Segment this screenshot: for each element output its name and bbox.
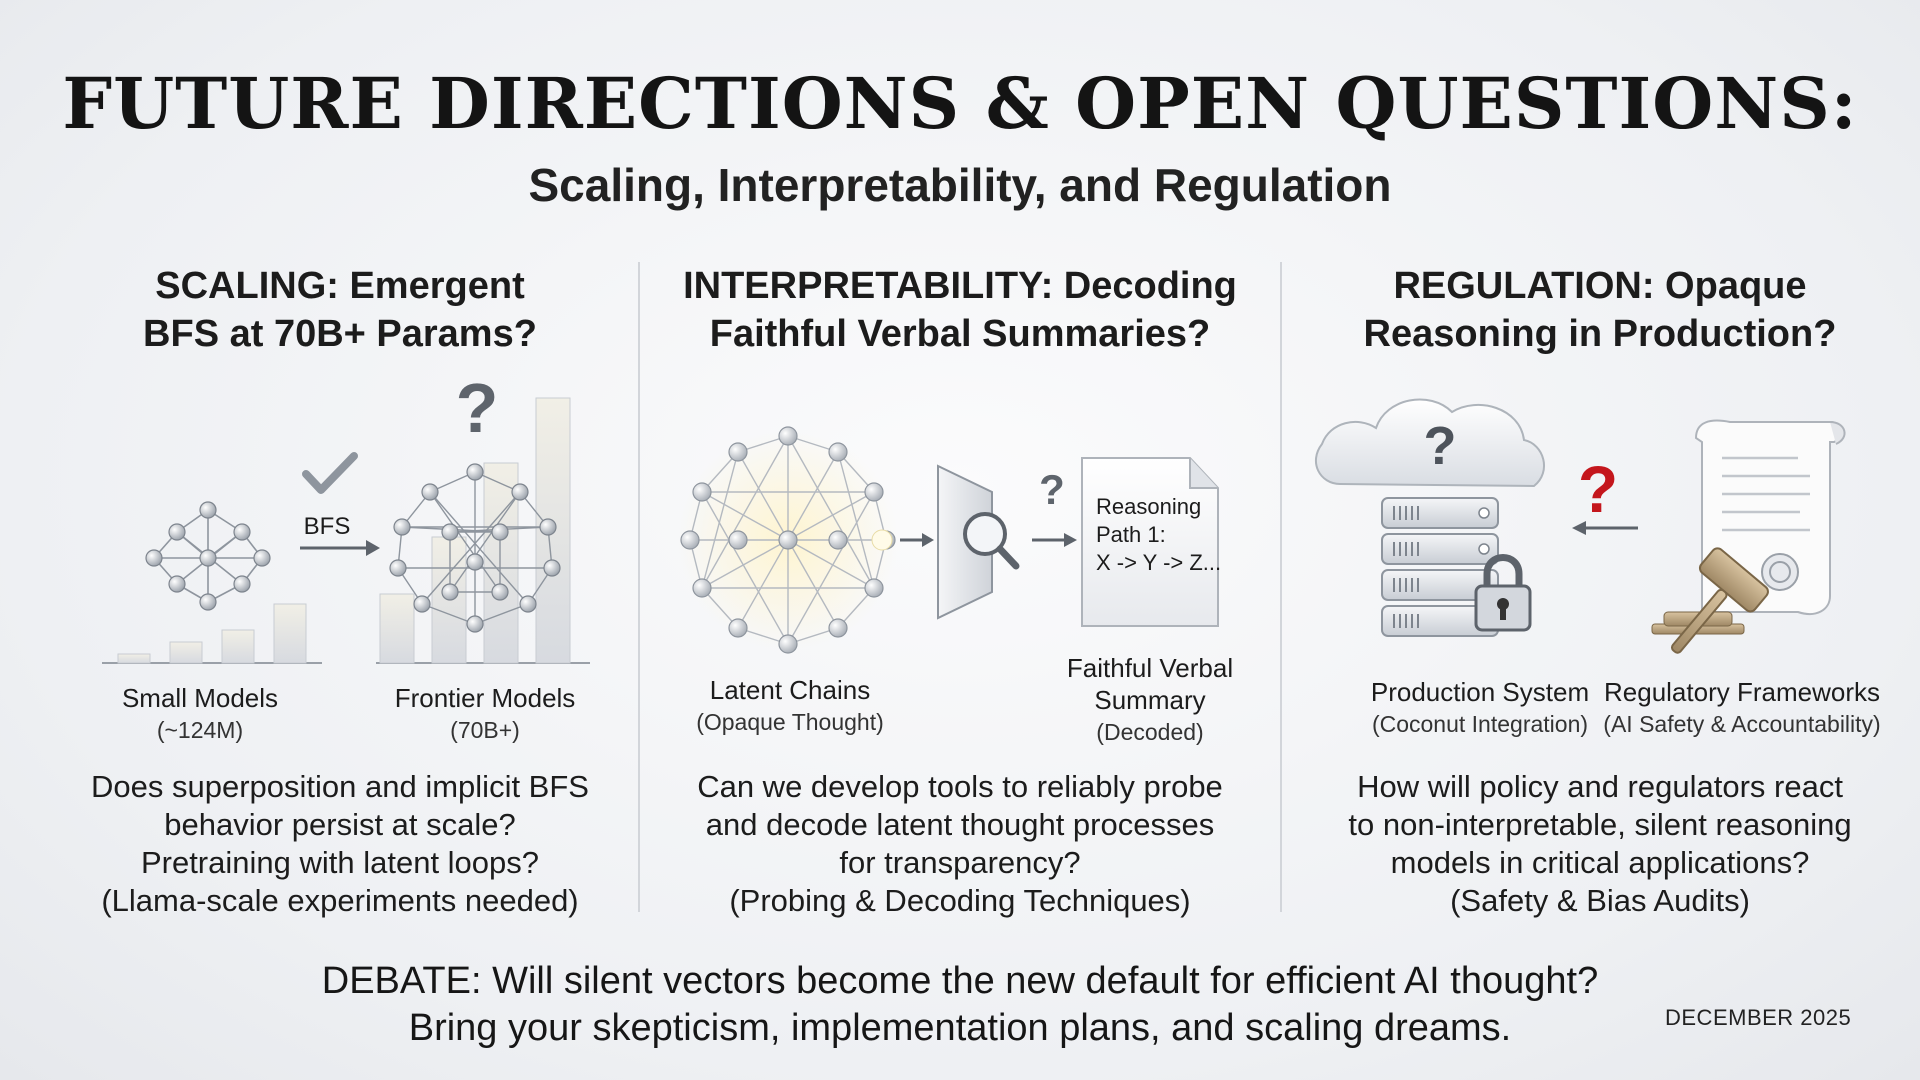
question-mark-icon: ? <box>455 372 499 447</box>
production-system-caption: Production System (Coconut Integration) <box>1370 677 1590 737</box>
regulation-question: How will policy and regulators react to non-interpretable, silent reasoning models in critical applications? (Safety & Bias Audits) <box>1348 769 1852 918</box>
small-bar <box>118 654 150 663</box>
regulation-panel <box>1290 262 1910 922</box>
document-text-line: Path 1: <box>1096 522 1166 547</box>
debate-banner: DEBATE: Will silent vectors become the new default for efficient AI thought? Bring your skepticism, implementation plans, and scaling dreams. <box>321 960 1599 1049</box>
question-mark-icon: ? <box>1423 416 1457 476</box>
page-subtitle: Scaling, Interpretability, and Regulation <box>528 159 1392 211</box>
interpretability-panel <box>650 262 1270 922</box>
server-leds <box>1479 508 1489 554</box>
document-text-line: X -> Y -> Z... <box>1096 550 1222 575</box>
padlock-icon <box>1476 558 1530 631</box>
check-icon <box>306 456 354 490</box>
regulatory-frameworks-caption: Regulatory Frameworks (AI Safety & Accountability) <box>1603 677 1881 737</box>
flow-arrowhead <box>922 533 934 547</box>
seal-icon <box>1762 554 1798 590</box>
glow-node <box>872 530 892 550</box>
scaling-panel <box>30 262 650 922</box>
flow-arrowhead <box>1064 533 1077 547</box>
small-bar <box>274 604 306 663</box>
interpretability-title: INTERPRETABILITY: Decoding Faithful Verbal Summaries? <box>683 265 1237 355</box>
column-divider <box>1280 262 1282 912</box>
page-title: FUTURE DIRECTIONS & OPEN QUESTIONS: <box>62 62 1858 145</box>
date-label: DECEMBER 2025 <box>1665 1005 1852 1030</box>
frontier-models-caption: Frontier Models (70B+) <box>394 683 576 743</box>
document-text-line: Reasoning <box>1096 494 1202 519</box>
scaling-title: SCALING: Emergent BFS at 70B+ Params? <box>143 265 537 355</box>
question-mark-icon: ? <box>1577 452 1619 526</box>
bfs-arrowhead <box>366 540 380 556</box>
small-bar <box>170 642 202 663</box>
bfs-arrow-label: BFS <box>303 513 351 540</box>
small-bar <box>222 630 254 663</box>
faithful-summary-caption: Faithful Verbal Summary (Decoded) <box>1066 653 1234 745</box>
small-models-caption: Small Models (~124M) <box>121 683 279 743</box>
question-mark-icon: ? <box>1039 466 1065 513</box>
interpretability-question: Can we develop tools to reliably probe and decode latent thought processes for transparency? (Probing & Decoding Techniques) <box>697 769 1223 918</box>
small-network-nodes <box>146 502 270 610</box>
large-bar <box>380 594 414 663</box>
regulation-title: REGULATION: Opaque Reasoning in Production? <box>1363 265 1837 355</box>
scaling-question: Does superposition and implicit BFS behavior persist at scale? Pretraining with latent loops? (Llama-scale experiments needed) <box>91 769 589 918</box>
latent-chains-caption: Latent Chains (Opaque Thought) <box>696 675 884 735</box>
